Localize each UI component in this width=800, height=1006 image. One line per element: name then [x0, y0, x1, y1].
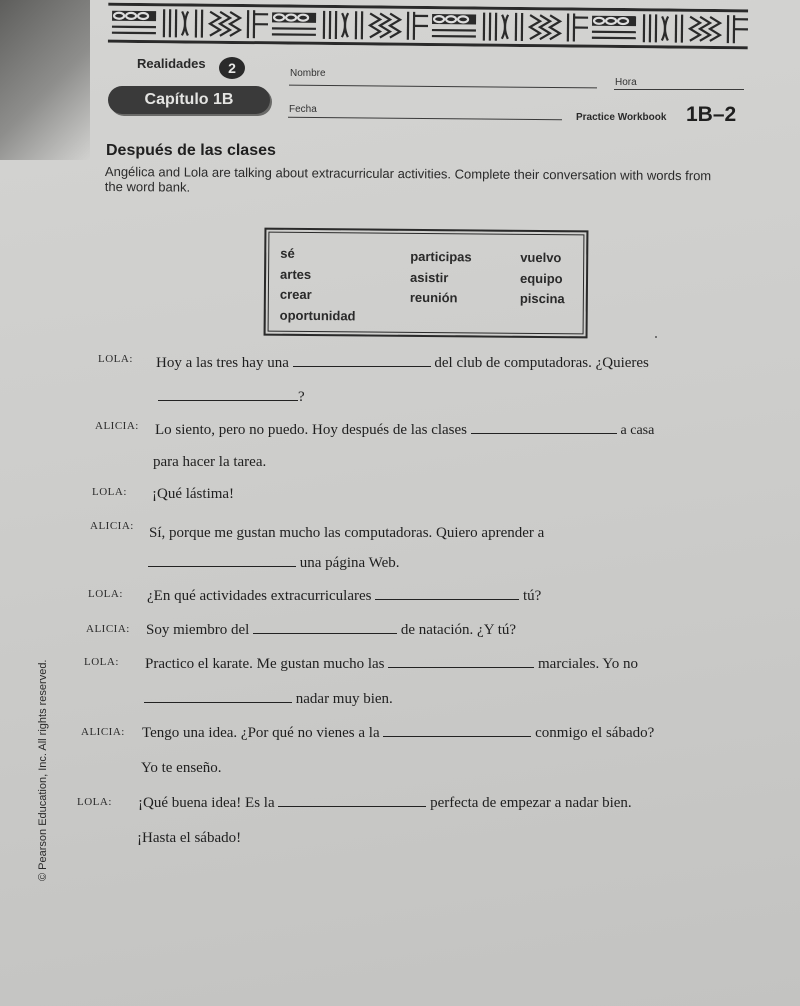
hora-field[interactable] — [614, 89, 744, 90]
speaker-label: LOLA: — [77, 796, 112, 808]
paper-speck — [655, 336, 657, 338]
speaker-label: LOLA: — [84, 656, 119, 668]
dialogue-text: conmigo el sábado? — [535, 725, 655, 741]
dialogue-line — [145, 656, 638, 673]
dialogue-text: Soy miembro del — [146, 622, 250, 638]
dialogue-text: para hacer la tarea. — [153, 454, 267, 470]
answer-blank-10[interactable] — [278, 806, 426, 807]
answer-blank-6[interactable] — [253, 633, 397, 634]
dialogue-text: nadar muy bien. — [295, 691, 393, 707]
page-shadow — [0, 0, 90, 160]
answer-blank-5[interactable] — [375, 599, 519, 600]
word-bank-word: piscina — [519, 290, 565, 307]
hora-label: Hora — [615, 77, 637, 88]
copyright-notice: © Pearson Education, Inc. All rights reserved. — [37, 659, 49, 881]
dialogue-line — [147, 588, 541, 605]
dialogue-text: Hoy a las tres hay una — [156, 355, 289, 371]
word-bank-column-3 — [520, 248, 565, 310]
word-bank-word: participas — [410, 248, 472, 265]
dialogue-text: ¡Qué lástima! — [152, 486, 235, 502]
dialogue-text: Practico el karate. Me gustan mucho las — [145, 656, 385, 672]
dialogue-text: marciales. Yo no — [538, 656, 639, 672]
dialogue-text: ? — [298, 389, 305, 405]
dialogue-line — [137, 830, 241, 847]
word-bank-word: asistir — [409, 269, 449, 285]
word-bank-column-2 — [410, 247, 472, 309]
answer-blank-7[interactable] — [388, 667, 534, 668]
nombre-label: Nombre — [290, 68, 326, 79]
word-bank-word: reunión — [409, 289, 458, 306]
word-bank-word: oportunidad — [279, 307, 356, 323]
instructions: Angélica and Lola are talking about extracurricular activities. Complete their conversation with words from the word bank. — [104, 164, 712, 195]
workbook-code: 1B–2 — [686, 103, 737, 126]
dialogue-line — [155, 422, 654, 439]
dialogue-text: Lo siento, pero no puedo. Hoy después de las clases — [155, 422, 468, 438]
dialogue-line — [141, 760, 222, 777]
dialogue-line — [153, 454, 266, 471]
word-bank-column-1 — [280, 244, 357, 327]
dialogue-text: a casa — [620, 423, 655, 438]
word-bank-word: sé — [280, 245, 295, 261]
realidades-level-badge: 2 — [219, 57, 245, 79]
dialogue-line — [152, 486, 234, 503]
decorative-border — [108, 3, 748, 50]
dialogue-text: Yo te enseño. — [141, 760, 222, 776]
answer-blank-2[interactable] — [158, 400, 298, 401]
word-bank-word: vuelvo — [520, 249, 562, 266]
speaker-label: ALICIA: — [90, 520, 134, 532]
answer-blank-1[interactable] — [293, 366, 431, 367]
speaker-label: ALICIA: — [86, 623, 130, 635]
dialogue-text: Tengo una idea. ¿Por qué no vienes a la — [142, 725, 380, 741]
answer-blank-3[interactable] — [471, 433, 617, 434]
dialogue-line — [142, 725, 654, 742]
word-bank-word: crear — [279, 286, 312, 303]
nombre-field[interactable] — [289, 85, 597, 89]
dialogue-line — [156, 355, 649, 372]
dialogue-text: de natación. ¿Y tú? — [400, 622, 517, 638]
dialogue-text: tú? — [522, 588, 542, 604]
word-bank-word: equipo — [519, 270, 563, 286]
dialogue-text: del club de computadoras. ¿Quieres — [434, 355, 649, 371]
dialogue-text: ¿En qué actividades extracurriculares — [147, 588, 372, 604]
answer-blank-4[interactable] — [148, 566, 296, 567]
dialogue-line — [138, 795, 632, 812]
speaker-label: LOLA: — [92, 486, 127, 498]
word-bank-word: artes — [280, 266, 312, 282]
dialogue-text: perfecta de empezar a nadar bien. — [430, 795, 632, 811]
answer-blank-9[interactable] — [383, 736, 531, 737]
dialogue-line — [148, 555, 399, 572]
fecha-field[interactable] — [288, 117, 562, 120]
chapter-badge: Capítulo 1B — [108, 86, 270, 114]
practice-workbook-label: Practice Workbook — [576, 112, 667, 123]
dialogue-text: una página Web. — [299, 555, 400, 571]
speaker-label: LOLA: — [88, 588, 123, 600]
dialogue-line — [149, 525, 544, 542]
dialogue-line — [158, 389, 305, 406]
answer-blank-8[interactable] — [144, 702, 292, 703]
dialogue-text: Sí, porque me gustan mucho las computadoras. Quiero aprender a — [149, 525, 545, 541]
dialogue-text: ¡Qué buena idea! Es la — [138, 795, 275, 811]
dialogue-line — [144, 691, 393, 708]
realidades-label: Realidades — [137, 56, 206, 71]
dialogue-line — [146, 622, 516, 639]
word-bank — [264, 228, 589, 339]
section-title: Después de las clases — [106, 142, 276, 159]
dialogue-text: ¡Hasta el sábado! — [137, 830, 242, 846]
speaker-label: ALICIA: — [81, 726, 125, 738]
speaker-label: ALICIA: — [95, 420, 139, 432]
speaker-label: LOLA: — [98, 353, 133, 365]
fecha-label: Fecha — [289, 104, 317, 115]
